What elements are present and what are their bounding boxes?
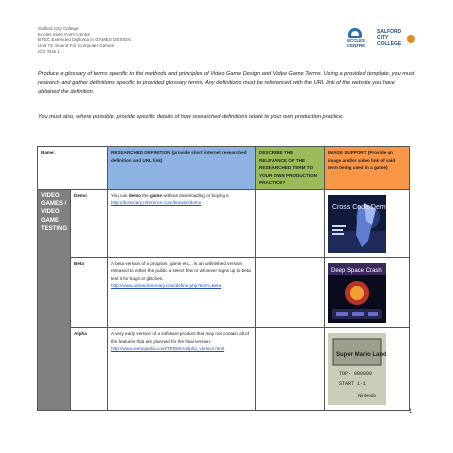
image-beta: [325, 258, 410, 328]
header-line: IG2 Task 1: [38, 48, 60, 54]
table-row: [38, 258, 410, 328]
definition-link[interactable]: http://dictionary.reference.com/browse/demo: [111, 200, 202, 206]
table-header-row: [38, 147, 410, 190]
term-alpha: Alpha: [71, 328, 108, 410]
thumb-title: Super Mario Land: [336, 352, 386, 359]
deep-space-crash-screenshot: [328, 263, 386, 323]
col-header-image: IMAGE SUPPORT (Provide an image and/or video link of said term being used in a game): [325, 147, 410, 190]
definition-alpha: A very early version of a software product that may not contain all of the features that are planned for the final version. http://www.webopedia.com/TERM/A/alpha_version.html: [108, 328, 256, 410]
logo-dot-icon: [407, 35, 415, 43]
thumb-brand: Nintendo: [358, 393, 377, 399]
super-mario-land-screenshot: [328, 333, 386, 405]
table-row: [38, 189, 410, 257]
name-label: Name:: [38, 147, 108, 190]
relevance-demo[interactable]: [256, 189, 325, 257]
page-number: 1: [409, 409, 413, 415]
thumb-start: START 1-1: [339, 381, 367, 388]
definition-demo: You can demo the game without downloading or buying it. http://dictionary.reference.com/browse/demo: [108, 189, 256, 257]
table-row: [38, 328, 410, 410]
crosscode-screenshot: [328, 195, 386, 253]
glossary-table: [37, 146, 410, 411]
category-cell: VIDEO GAMES / VIDEO GAME TESTING: [38, 189, 71, 410]
document-header: [38, 26, 131, 55]
task-instructions-practice: You must also, where possible, provide specific details of how researched definitions relate to your own production practice.: [38, 114, 344, 120]
image-alpha: [325, 328, 410, 410]
term-beta: Beta: [71, 258, 108, 328]
eccles-centre-logo: ECCLES CENTRE: [342, 28, 368, 52]
relevance-beta[interactable]: [256, 258, 325, 328]
header-line: Salford City College: [38, 26, 79, 31]
definition-beta: A beta version of a program, game etc... is an unfinished version released to either the public a select few or whoever signs up to beta test it for bugs or glitches. http://www.urbandictionary.com/define.php?term=Beta: [108, 258, 256, 328]
thumb-title: Cross Code Demo: [332, 203, 386, 211]
term-demo: Demo: [71, 189, 108, 257]
thumb-top-score: TOP- 000000: [339, 371, 373, 378]
col-header-relevance: DESCRIBE THE RELEVANCE OF THE RESEARCHED TERM TO YOUR OWN PRODUCTION PRACTICE?: [256, 147, 325, 190]
definition-link[interactable]: http://www.webopedia.com/TERM/A/alpha_version.html: [111, 345, 225, 351]
header-line: Unit 73: Sound For Computer Games: [38, 43, 115, 49]
image-demo: [325, 189, 410, 257]
header-line: BTEC Extended Diploma in GAMES DESIGN: [38, 37, 131, 43]
definition-link[interactable]: http://www.urbandictionary.com/define.php?term=Beta: [111, 282, 222, 288]
relevance-alpha[interactable]: [256, 328, 325, 410]
col-header-definition: RESEARCHED DEFINITION (provide short internet researched definition and URL link): [108, 147, 256, 190]
header-line: Eccles Sixth Form Centre: [38, 31, 91, 37]
thumb-title: Deep Space Crash: [331, 268, 382, 275]
salford-city-college-logo: SALFORD CITY COLLEGE: [377, 29, 417, 53]
task-instructions: Produce a glossary of terms specific to the methods and principles of Video Game Design and Video Game Terms. Using a provided template, you must research and gather definitions specific to provided glossary terms. Any definitions must be referenced with the URL link of the website you have obtained the definition.: [38, 71, 415, 95]
